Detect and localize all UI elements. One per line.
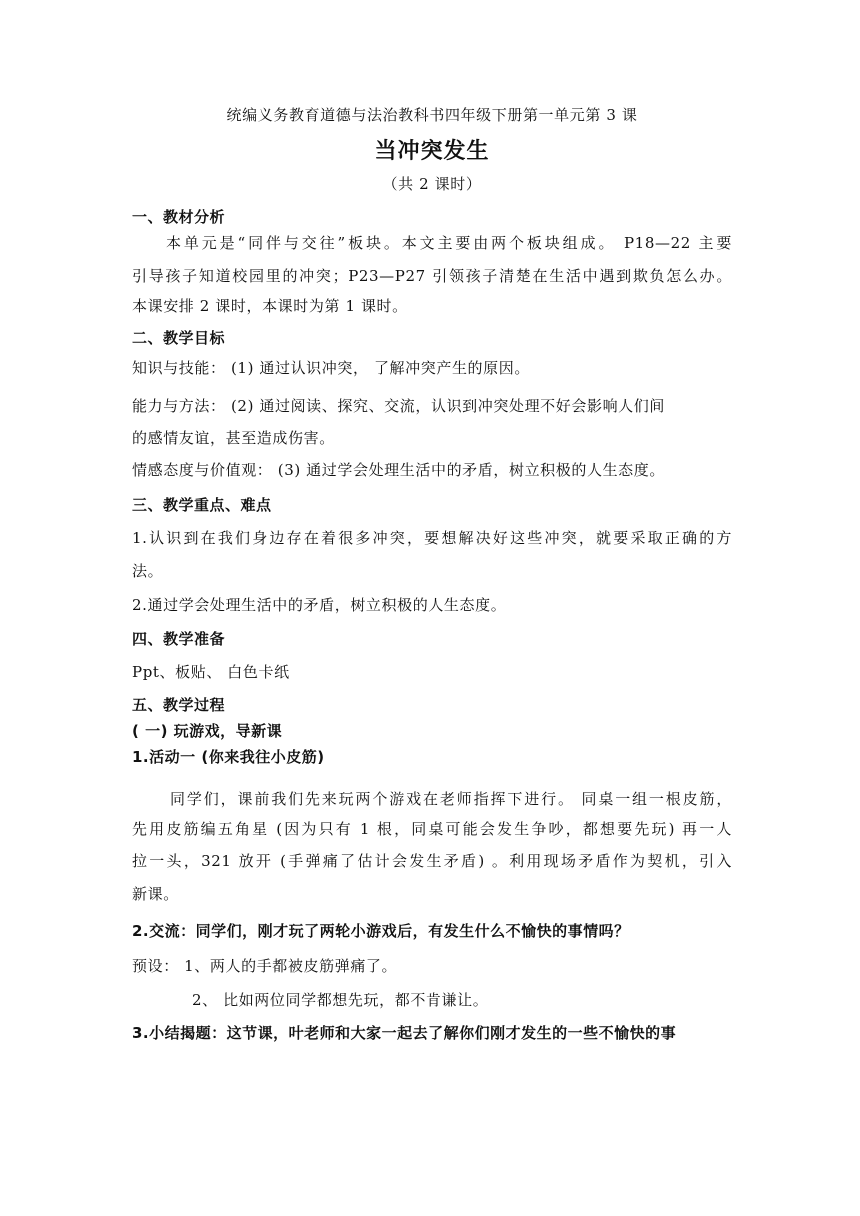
source-line: 统编义务教育道德与法治教科书四年级下册第一单元第 3 课 — [226, 106, 638, 124]
section-heading-analysis: 一、教材分析 — [132, 208, 226, 226]
goal-knowledge: 知识与技能： (1) 通过认识冲突， 了解冲突产生的原因。 — [132, 359, 530, 377]
analysis-line-2: 引导孩子知道校园里的冲突；P23—P27 引领孩子清楚在生活中遇到欺负怎么办。 — [132, 267, 732, 285]
activity-line-2: 先用皮筋编五角星 (因为只有 1 根，同桌可能会发生争吵，都想要先玩) 再一人 — [132, 820, 732, 838]
activity-line-3: 拉一头，321 放开 (手弹痛了估计会发生矛盾) 。利用现场矛盾作为契机，引入 — [132, 852, 732, 870]
section-heading-focus: 三、教学重点、难点 — [132, 496, 272, 514]
goal-ability-cont: 的感情友谊，甚至造成伤害。 — [132, 429, 335, 447]
analysis-line-1: 本单元是“同伴与交往”板块。本文主要由两个板块组成。 P18—22 主要 — [166, 234, 732, 252]
class-hours: （共 2 课时） — [382, 175, 482, 193]
preset-line-1: 预设： 1、两人的手都被皮筋弹痛了。 — [132, 957, 398, 975]
goal-attitude: 情感态度与价值观： (3) 通过学会处理生活中的矛盾，树立积极的人生态度。 — [132, 461, 665, 479]
prep-items: Ppt、板贴、 白色卡纸 — [132, 663, 290, 681]
preset-line-2: 2、 比如两位同学都想先玩，都不肯谦让。 — [192, 991, 489, 1009]
analysis-line-3: 本课安排 2 课时，本课时为第 1 课时。 — [132, 297, 408, 315]
section-heading-process: 五、教学过程 — [132, 696, 226, 714]
focus-line-3: 2.通过学会处理生活中的矛盾，树立积极的人生态度。 — [132, 596, 507, 614]
summary-line: 3.小结揭题：这节课，叶老师和大家一起去了解你们刚才发生的一些不愉快的事 — [132, 1024, 677, 1042]
page-title: 当冲突发生 — [374, 139, 490, 164]
focus-line-1: 1.认识到在我们身边存在着很多冲突，要想解决好这些冲突，就要采取正确的方 — [132, 529, 732, 547]
section-heading-goals: 二、教学目标 — [132, 329, 226, 347]
exchange-question: 2.交流：同学们，刚才玩了两轮小游戏后，有发生什么不愉快的事情吗？ — [132, 922, 630, 940]
focus-line-2: 法。 — [132, 562, 164, 580]
activity-line-4: 新课。 — [132, 885, 179, 903]
activity-heading: 1.活动一 (你来我往小皮筋) — [132, 748, 325, 766]
process-subheading: ( 一) 玩游戏，导新课 — [132, 722, 283, 740]
section-heading-prep: 四、教学准备 — [132, 630, 226, 648]
activity-line-1: 同学们，课前我们先来玩两个游戏在老师指挥下进行。 同桌一组一根皮筋， — [170, 790, 732, 808]
goal-ability: 能力与方法： (2) 通过阅读、探究、交流，认识到冲突处理不好会影响人们间 — [132, 397, 665, 415]
